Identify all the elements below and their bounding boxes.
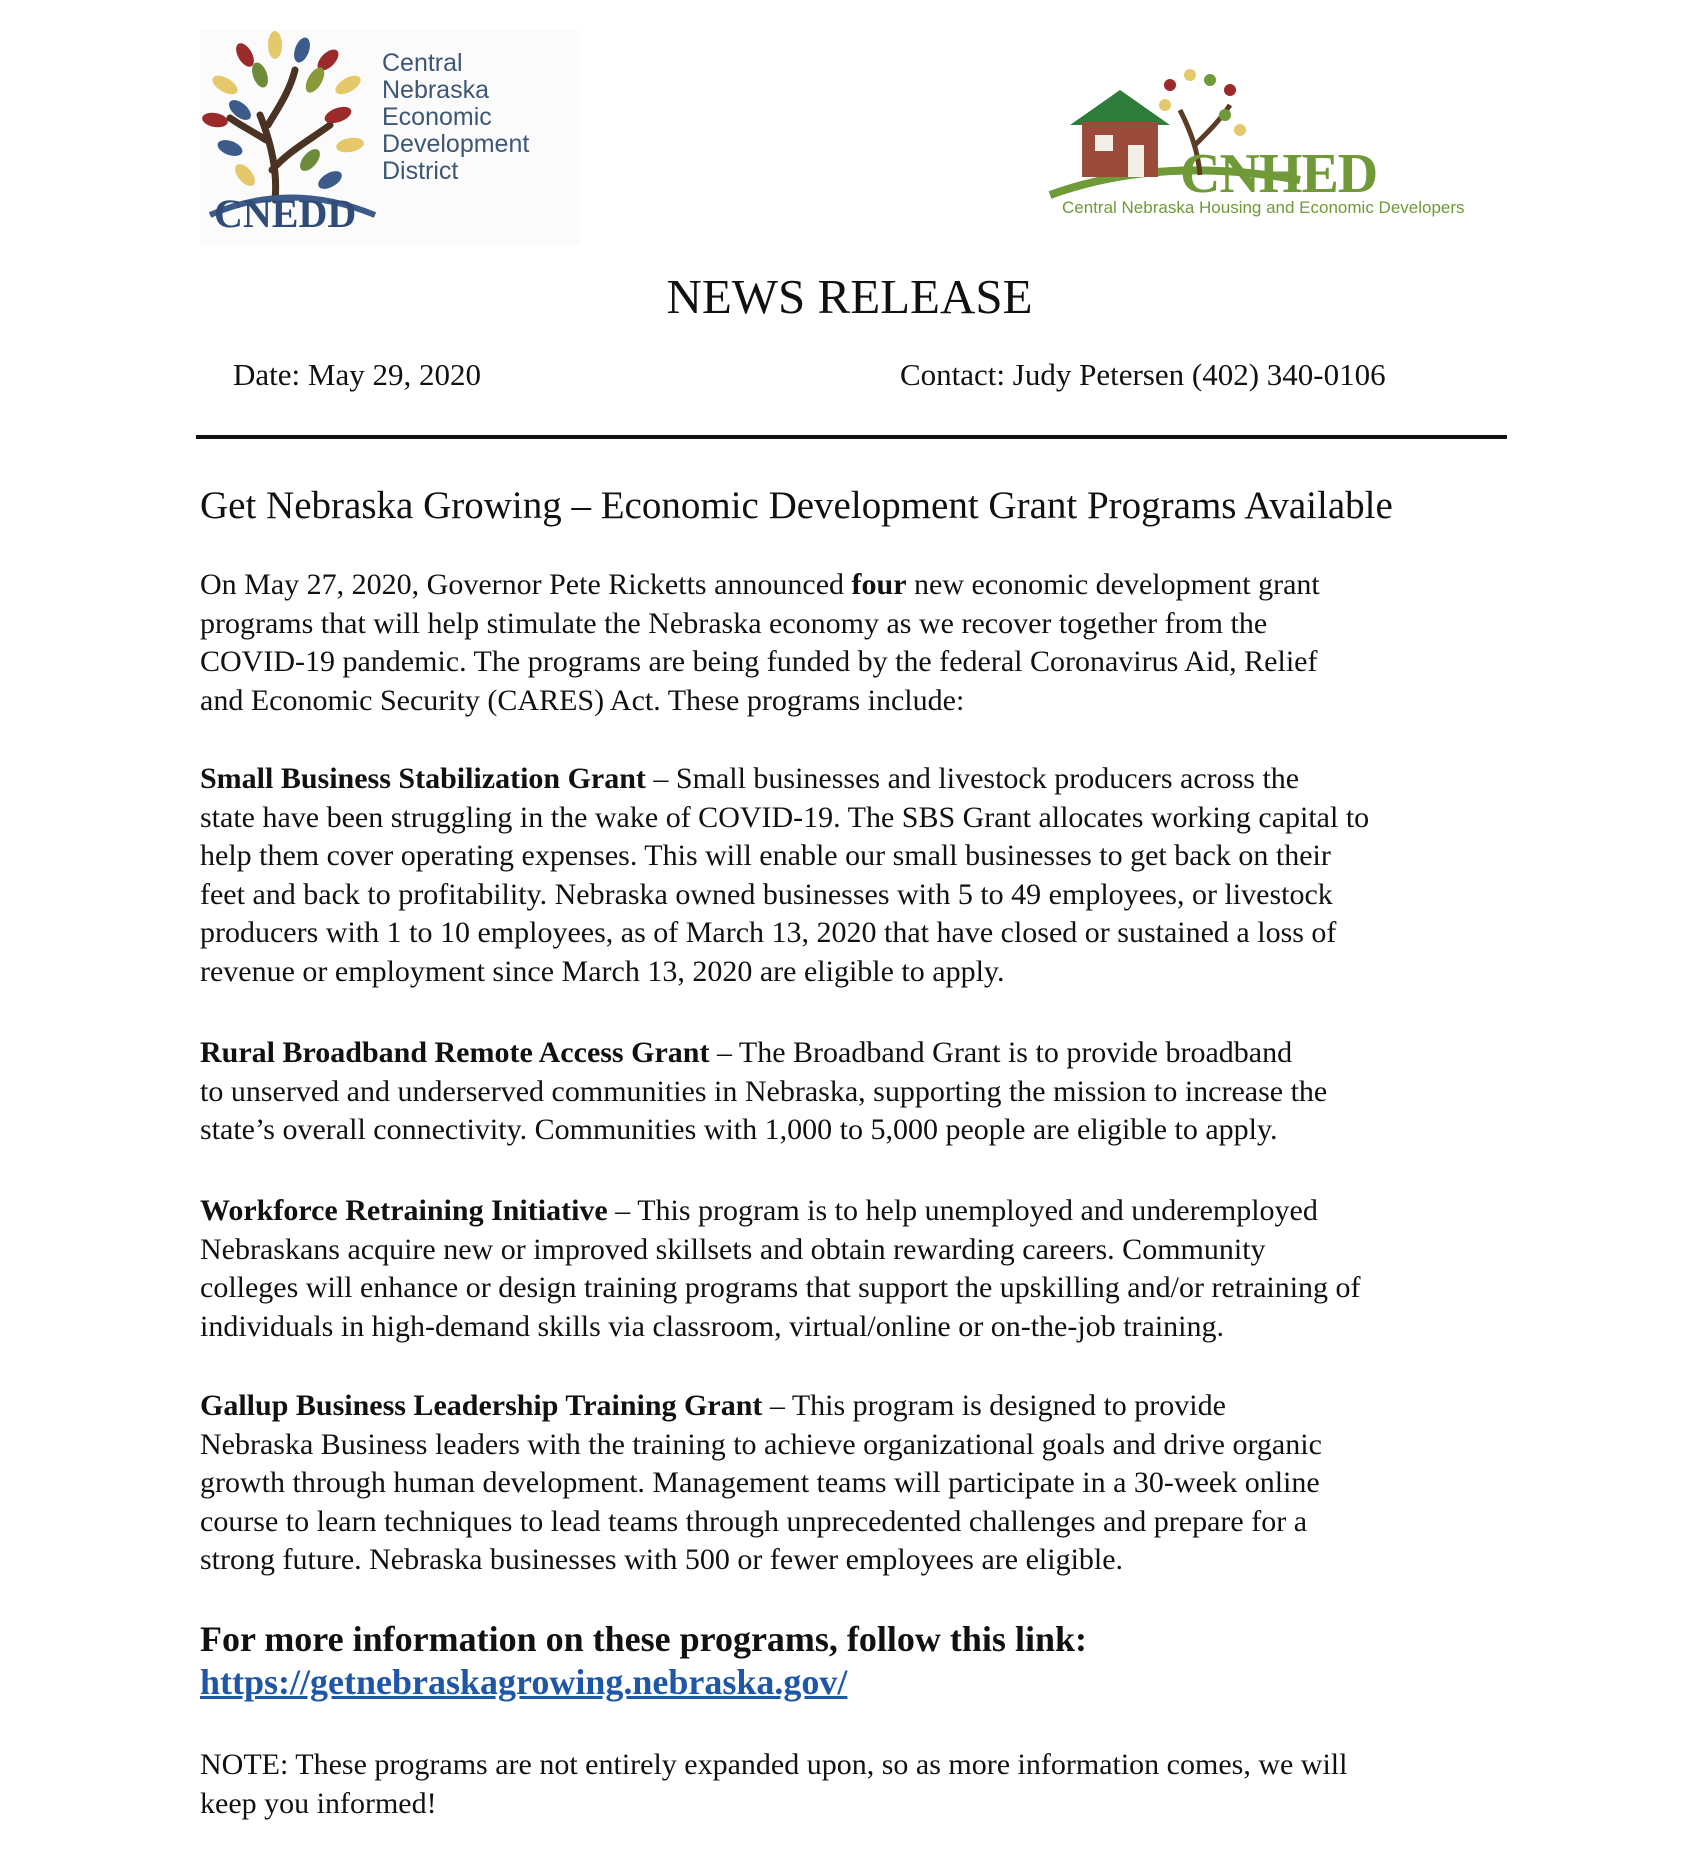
text-run: – This program is designed to provide bbox=[762, 1389, 1226, 1422]
emphasis-four: four bbox=[851, 568, 907, 601]
cnedd-name-line: Development bbox=[382, 130, 530, 158]
paragraph-line: programs that will help stimulate the Nebraska economy as we recover together from the bbox=[200, 606, 1268, 640]
cnedd-logo bbox=[200, 30, 580, 245]
intro-paragraph bbox=[200, 566, 1520, 720]
paragraph-line: producers with 1 to 10 employees, as of March 13, 2020 that have closed or sustained a loss of bbox=[200, 916, 1337, 949]
paragraph-line: feet and back to profitability. Nebraska owned businesses with 5 to 49 employees, or livestock bbox=[200, 877, 1333, 911]
program-name: Small Business Stabilization Grant bbox=[200, 762, 646, 795]
paragraph-line: help them cover operating expenses. This will enable our small businesses to get back on their bbox=[200, 839, 1331, 872]
news-release-title: NEWS RELEASE bbox=[666, 269, 1033, 324]
paragraph-line bbox=[200, 1034, 1520, 1073]
paragraph-line bbox=[200, 760, 1520, 799]
program-name: Rural Broadband Remote Access Grant bbox=[200, 1036, 710, 1069]
paragraph-line: growth through human development. Management teams will participate in a 30-week online bbox=[200, 1466, 1320, 1499]
program-name: Gallup Business Leadership Training Grant bbox=[200, 1389, 763, 1422]
paragraph-line: Nebraskans acquire new or improved skillsets and obtain rewarding careers. Community bbox=[200, 1232, 1266, 1266]
text-run: new economic development grant bbox=[906, 568, 1320, 601]
paragraph-line: NOTE: These programs are not entirely expanded upon, so as more information comes, we will bbox=[200, 1748, 1348, 1781]
note-paragraph bbox=[200, 1746, 1520, 1823]
release-date: Date: May 29, 2020 bbox=[233, 357, 481, 392]
cnedd-name-line: District bbox=[382, 157, 459, 185]
paragraph-line bbox=[200, 1387, 1520, 1426]
cnhed-subtitle: Central Nebraska Housing and Economic Developers bbox=[1062, 198, 1465, 217]
paragraph-line: colleges will enhance or design training programs that support the upskilling and/or retraining of bbox=[200, 1271, 1361, 1304]
paragraph-line bbox=[200, 1192, 1520, 1231]
cnedd-name bbox=[382, 50, 529, 185]
paragraph-line: COVID-19 pandemic. The programs are being funded by the federal Coronavirus Aid, Relief bbox=[200, 645, 1318, 678]
release-contact: Contact: Judy Petersen (402) 340-0106 bbox=[900, 357, 1386, 392]
more-info-heading: For more information on these programs, follow this link: bbox=[200, 1619, 1087, 1659]
paragraph-line: keep you informed! bbox=[200, 1786, 437, 1820]
program-rural-broadband bbox=[200, 1034, 1520, 1150]
paragraph-line: state have been struggling in the wake of COVID-19. The SBS Grant allocates working capital to bbox=[200, 800, 1370, 834]
cnedd-name-line: Central bbox=[382, 49, 463, 77]
paragraph-line: Nebraska Business leaders with the training to achieve organizational goals and drive organic bbox=[200, 1427, 1322, 1461]
text-run: – This program is to help unemployed and underemployed bbox=[607, 1194, 1318, 1227]
paragraph-line: state’s overall connectivity. Communities with 1,000 to 5,000 people are eligible to apply. bbox=[200, 1113, 1278, 1146]
program-gallup-leadership bbox=[200, 1387, 1520, 1580]
paragraph-line: course to learn techniques to lead teams through unprecedented challenges and prepare for a bbox=[200, 1504, 1308, 1538]
cnedd-name-line: Nebraska bbox=[382, 76, 489, 104]
cnedd-name-line: Economic bbox=[382, 103, 492, 131]
paragraph-line: and Economic Security (CARES) Act. These programs include: bbox=[200, 683, 965, 717]
paragraph-line: to unserved and underserved communities in Nebraska, supporting the mission to increase the bbox=[200, 1074, 1328, 1108]
text-run: – Small businesses and livestock producers across the bbox=[645, 762, 1300, 795]
cnhed-logo bbox=[1040, 60, 1500, 230]
text-run: On May 27, 2020, Governor Pete Ricketts announced bbox=[200, 568, 852, 601]
program-website-link[interactable]: https://getnebraskagrowing.nebraska.gov/ bbox=[200, 1662, 848, 1702]
paragraph-line: revenue or employment since March 13, 2020 are eligible to apply. bbox=[200, 954, 1005, 988]
cnhed-abbr: CNHED bbox=[1180, 143, 1378, 205]
cnedd-abbr: CNEDD bbox=[214, 191, 357, 236]
paragraph-line: individuals in high-demand skills via classroom, virtual/online or on-the-job training. bbox=[200, 1309, 1224, 1343]
program-name: Workforce Retraining Initiative bbox=[200, 1194, 608, 1227]
paragraph-line: strong future. Nebraska businesses with 500 or fewer employees are eligible. bbox=[200, 1543, 1124, 1576]
paragraph-line bbox=[200, 566, 1520, 605]
header-divider bbox=[196, 435, 1507, 439]
program-small-business bbox=[200, 760, 1520, 991]
text-run: – The Broadband Grant is to provide broadband bbox=[709, 1036, 1293, 1069]
headline: Get Nebraska Growing – Economic Development Grant Programs Available bbox=[200, 484, 1393, 527]
program-workforce-retraining bbox=[200, 1192, 1520, 1346]
